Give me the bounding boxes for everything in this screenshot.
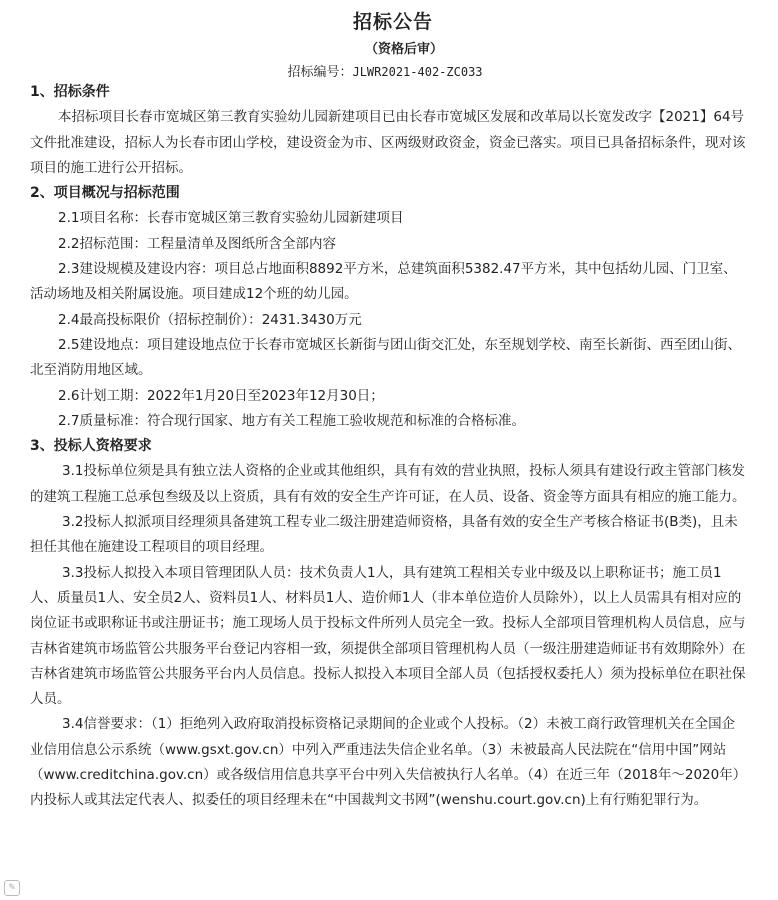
section-heading-overview: 2、项目概况与招标范围	[30, 185, 180, 202]
overview-item: 2.6计划工期：2022年1月20日至2023年12月30日；	[58, 387, 384, 404]
qualification-item: 3.4信誉要求：（1）拒绝列入政府取消投标资格记录期间的企业或个人投标。（2）未被工商行政管理机关在全国企业信用信息公示系统（www.gsxt.gov.cn）中列入严重违法失信企业名单。（3）未被最高人民法院在“信用中国”网站（www.creditchina.gov.cn）或各级信用信息共享平台中列入失信被执行人名单。（4）在近三年（2018年～2020年）内投标人或其法定代表人、拟委任的项目经理未在“中国裁判文书网”(wenshu.court.gov.cn)上有行贿犯罪行为。	[30, 716, 740, 809]
document-body	[30, 80, 746, 814]
overview-item: 2.2招标范围：工程量清单及图纸所含全部内容	[58, 235, 336, 252]
overview-item: 2.4最高投标限价（招标控制价）：2431.3430万元	[58, 311, 362, 328]
qualification-item: 3.2投标人拟派项目经理须具备建筑工程专业二级注册建造师资格，具备有效的安全生产考核合格证书(B类)，且未担任其他在施建设工程项目的项目经理。	[30, 514, 738, 556]
paragraph-conditions: 本招标项目长春市宽城区第三教育实验幼儿园新建项目已由长春市宽城区发展和改革局以长宽发改字【2021】64号文件批准建设，招标人为长春市团山学校，建设资金为市、区两级财政资金，资金已落实。项目已具备招标条件，现对该项目的施工进行公开招标。	[30, 109, 746, 176]
page-title: 招标公告	[352, 11, 433, 33]
page-subtitle: （资格后审）	[364, 42, 443, 57]
overview-item: 2.5建设地点：项目建设地点位于长春市宽城区长新街与团山街交汇处，东至规划学校、南至长新街、西至团山街、北至消防用地区域。	[30, 336, 741, 379]
section-heading-qualification: 3、投标人资格要求	[30, 438, 152, 455]
tender-number	[0, 61, 778, 80]
overview-item: 2.7质量标准：符合现行国家、地方有关工程施工验收规范和标准的合格标准。	[58, 412, 525, 429]
tender-number-label: 招标编号：	[287, 65, 353, 80]
qualification-item: 3.1投标单位须是具有独立法人资格的企业或其他组织，具有有效的营业执照，投标人须具有建设行政主管部门核发的建筑工程施工总承包叁级及以上资质，具有有效的安全生产许可证，在人员、设备、资金等方面具有相应的施工能力。	[30, 463, 746, 505]
overview-item: 2.3建设规模及建设内容：项目总占地面积8892平方米，总建筑面积5382.47平方米，其中包括幼儿园、门卫室、活动场地及相关附属设施。项目建成12个班的幼儿园。	[30, 261, 737, 303]
qualification-item: 3.3投标人拟投入本项目管理团队人员：技术负责人1人，具有建筑工程相关专业中级及以上职称证书；施工员1人、质量员1人、安全员2人、资料员1人、材料员1人、造价师1人（非本单位造价人员除外），以上人员需具有相对应的岗位证书或职称证书或注册证书；施工现场人员于投标文件所列人员完全一致。投标人全部项目管理机构人员信息，应与吉林省建筑市场监管公共服务平台登记内容相一致，须提供全部项目管理机构人员（一级注册建造师证书有效期除外）在吉林省建筑市场监管公共服务平台内人员信息。投标人拟投入本项目全部人员（包括授权委托人）须为投标单位在职社保人员。	[30, 564, 746, 708]
watermark-logo-icon: ✎	[4, 880, 20, 896]
section-heading-conditions: 1、招标条件	[30, 84, 110, 100]
overview-item: 2.1项目名称：长春市宽城区第三教育实验幼儿园新建项目	[58, 210, 404, 227]
tender-number-value: JLWR2021-402-ZC033	[352, 65, 483, 79]
